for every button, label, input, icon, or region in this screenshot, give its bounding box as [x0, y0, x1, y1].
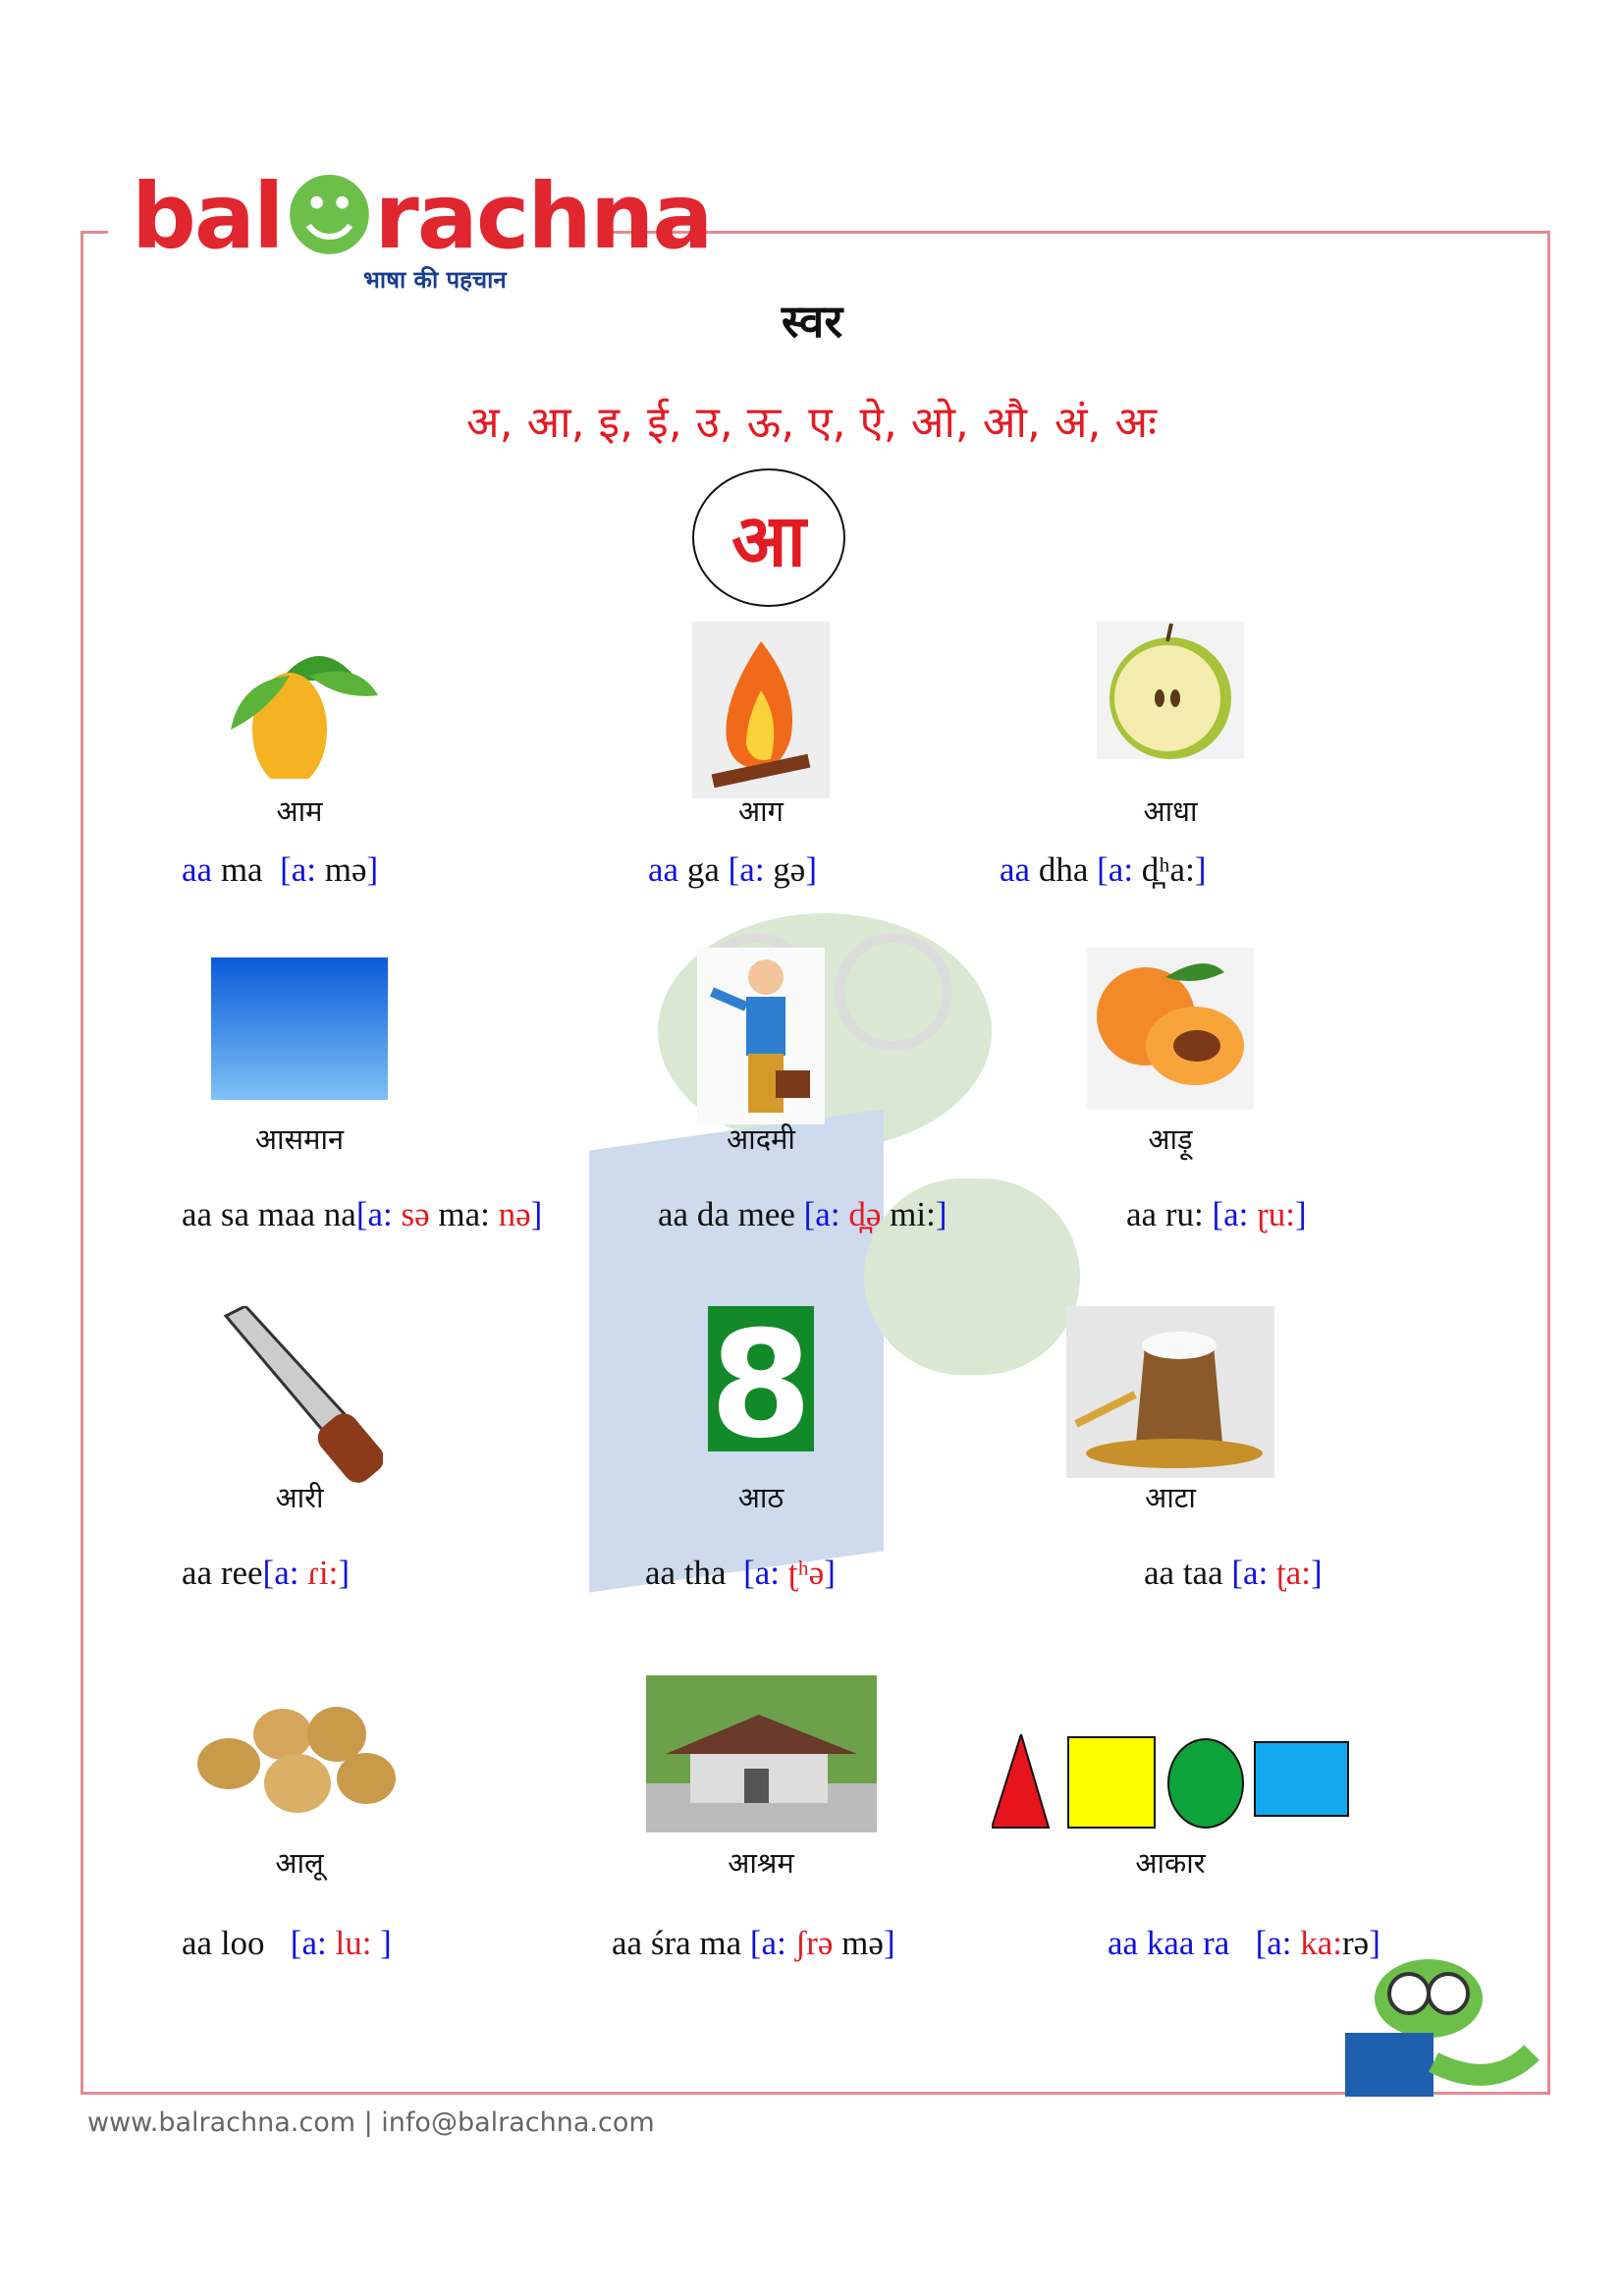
transliteration-segment: ma: [212, 850, 281, 889]
transliteration-segment: ]: [883, 1924, 895, 1962]
transliteration-segment: [a:: [1097, 850, 1142, 889]
transliteration: [182, 1195, 542, 1234]
transliteration-segment: aa tha: [645, 1554, 744, 1592]
transliteration-segment: aa: [182, 850, 213, 889]
transliteration-segment: aa kaa ra [a:: [1108, 1924, 1301, 1962]
transliteration-segment: [a:: [1212, 1195, 1258, 1233]
transliteration-segment: rə: [1342, 1924, 1370, 1962]
transliteration: [612, 1924, 895, 1963]
transliteration-segment: [a:: [1231, 1554, 1277, 1592]
transliteration-segment: aa ree: [182, 1554, 263, 1592]
transliteration-segment: ]: [1369, 1924, 1380, 1962]
transliteration-segment: mi:: [881, 1195, 936, 1233]
svg-text:8: 8: [709, 1306, 813, 1451]
transliteration-segment: gə: [773, 850, 806, 889]
vowel-list: अ, आ, इ, ई, उ, ऊ, ए, ऐ, ओ, औ, अं, अः: [466, 398, 1157, 448]
word-label: आड़ू: [1148, 1122, 1193, 1156]
transliteration-segment: ]: [366, 850, 379, 889]
transliteration-segment: aa ru:: [1126, 1195, 1213, 1233]
transliteration: [182, 1924, 392, 1963]
word-label: आरी: [275, 1481, 324, 1514]
saw-icon: [216, 1306, 383, 1483]
page-title: स्वर: [781, 295, 843, 348]
mango-icon: [221, 622, 378, 779]
transliteration-segment: ]: [380, 1924, 392, 1962]
transliteration-segment: [a:: [355, 1195, 402, 1233]
transliteration-segment: aa śra ma: [612, 1924, 750, 1962]
transliteration-segment: dha: [1030, 850, 1098, 889]
balrachna-logo: bal☻rachna: [132, 164, 712, 269]
transliteration-segment: d̪ʰa:: [1141, 850, 1195, 889]
transliteration-segment: ɽu:: [1257, 1195, 1296, 1233]
potatoes-icon: [189, 1675, 410, 1823]
transliteration-segment: ]: [935, 1195, 947, 1233]
sky-icon: [211, 948, 388, 1100]
word-label: आसमान: [254, 1122, 345, 1156]
transliteration-segment: aa loo: [182, 1924, 291, 1962]
transliteration-segment: aa da mee: [658, 1195, 804, 1233]
transliteration-segment: [a:: [749, 1924, 795, 1962]
word-label: आलू: [275, 1846, 324, 1880]
word-label: आटा: [1145, 1481, 1196, 1514]
word-label: आधा: [1143, 794, 1198, 828]
word-label: आग: [738, 794, 784, 828]
transliteration-segment: ʈa:: [1276, 1554, 1312, 1592]
transliteration-segment: [a:: [280, 850, 325, 889]
transliteration-segment: ]: [824, 1554, 836, 1592]
transliteration-segment: [a:: [262, 1554, 308, 1592]
half-apple-icon: [1097, 622, 1244, 759]
transliteration: [645, 1554, 836, 1593]
transliteration-segment: ]: [530, 1195, 543, 1233]
footer-contact: www.balrachna.com | info@balrachna.com: [87, 2107, 655, 2138]
transliteration-segment: aa taa: [1144, 1554, 1232, 1592]
word-label: आकार: [1135, 1846, 1206, 1880]
transliteration: [182, 850, 378, 890]
featured-letter: आ: [692, 468, 845, 607]
transliteration-segment: [a:: [803, 1195, 849, 1233]
man-icon: [697, 948, 825, 1124]
transliteration-segment: nə: [498, 1195, 531, 1233]
shapes-icon: [992, 1734, 1350, 1830]
transliteration-segment: ʃrə: [794, 1924, 834, 1962]
transliteration-segment: mə: [833, 1924, 884, 1962]
word-label: आदमी: [727, 1122, 795, 1156]
transliteration-segment: aa: [1000, 850, 1031, 889]
transliteration: [1144, 1554, 1323, 1593]
transliteration-segment: sə: [401, 1195, 430, 1233]
transliteration: [658, 1195, 947, 1234]
fire-icon: [692, 622, 830, 798]
transliteration-segment: ga: [678, 850, 729, 889]
transliteration-segment: mə: [324, 850, 367, 889]
transliteration-segment: [a:: [743, 1554, 788, 1592]
word-label: आठ: [737, 1481, 784, 1514]
peach-icon: [1087, 948, 1254, 1110]
transliteration-segment: ka:: [1300, 1924, 1343, 1962]
word-label: आश्रम: [728, 1846, 794, 1880]
transliteration: [1000, 850, 1206, 890]
hut-icon: [646, 1675, 877, 1832]
transliteration-segment: ]: [805, 850, 817, 889]
word-label: आम: [276, 794, 323, 828]
transliteration-segment: ma:: [429, 1195, 499, 1233]
transliteration-segment: ]: [338, 1554, 350, 1592]
transliteration-segment: d̪ə: [848, 1195, 882, 1233]
transliteration-segment: ]: [1194, 850, 1207, 889]
transliteration-segment: [a:: [728, 850, 774, 889]
eight-icon: [708, 1306, 814, 1451]
transliteration-segment: lu:: [335, 1924, 381, 1962]
transliteration-segment: ʈʰə: [787, 1554, 825, 1592]
logo-tagline: भाषा की पहचान: [363, 266, 507, 294]
flour-icon: [1066, 1306, 1274, 1478]
transliteration-segment: ]: [1295, 1195, 1307, 1233]
transliteration-segment: ɾi:: [307, 1554, 339, 1592]
transliteration: [1126, 1195, 1307, 1234]
bookworm-watermark-icon: [530, 884, 1119, 1630]
transliteration-segment: aa sa maa na: [182, 1195, 356, 1233]
bookworm-mascot-icon: [1335, 1954, 1542, 2102]
transliteration-segment: [a:: [290, 1924, 336, 1962]
transliteration: [648, 850, 817, 890]
transliteration-segment: aa: [648, 850, 679, 889]
transliteration-segment: ]: [1311, 1554, 1323, 1592]
transliteration: [182, 1554, 350, 1593]
